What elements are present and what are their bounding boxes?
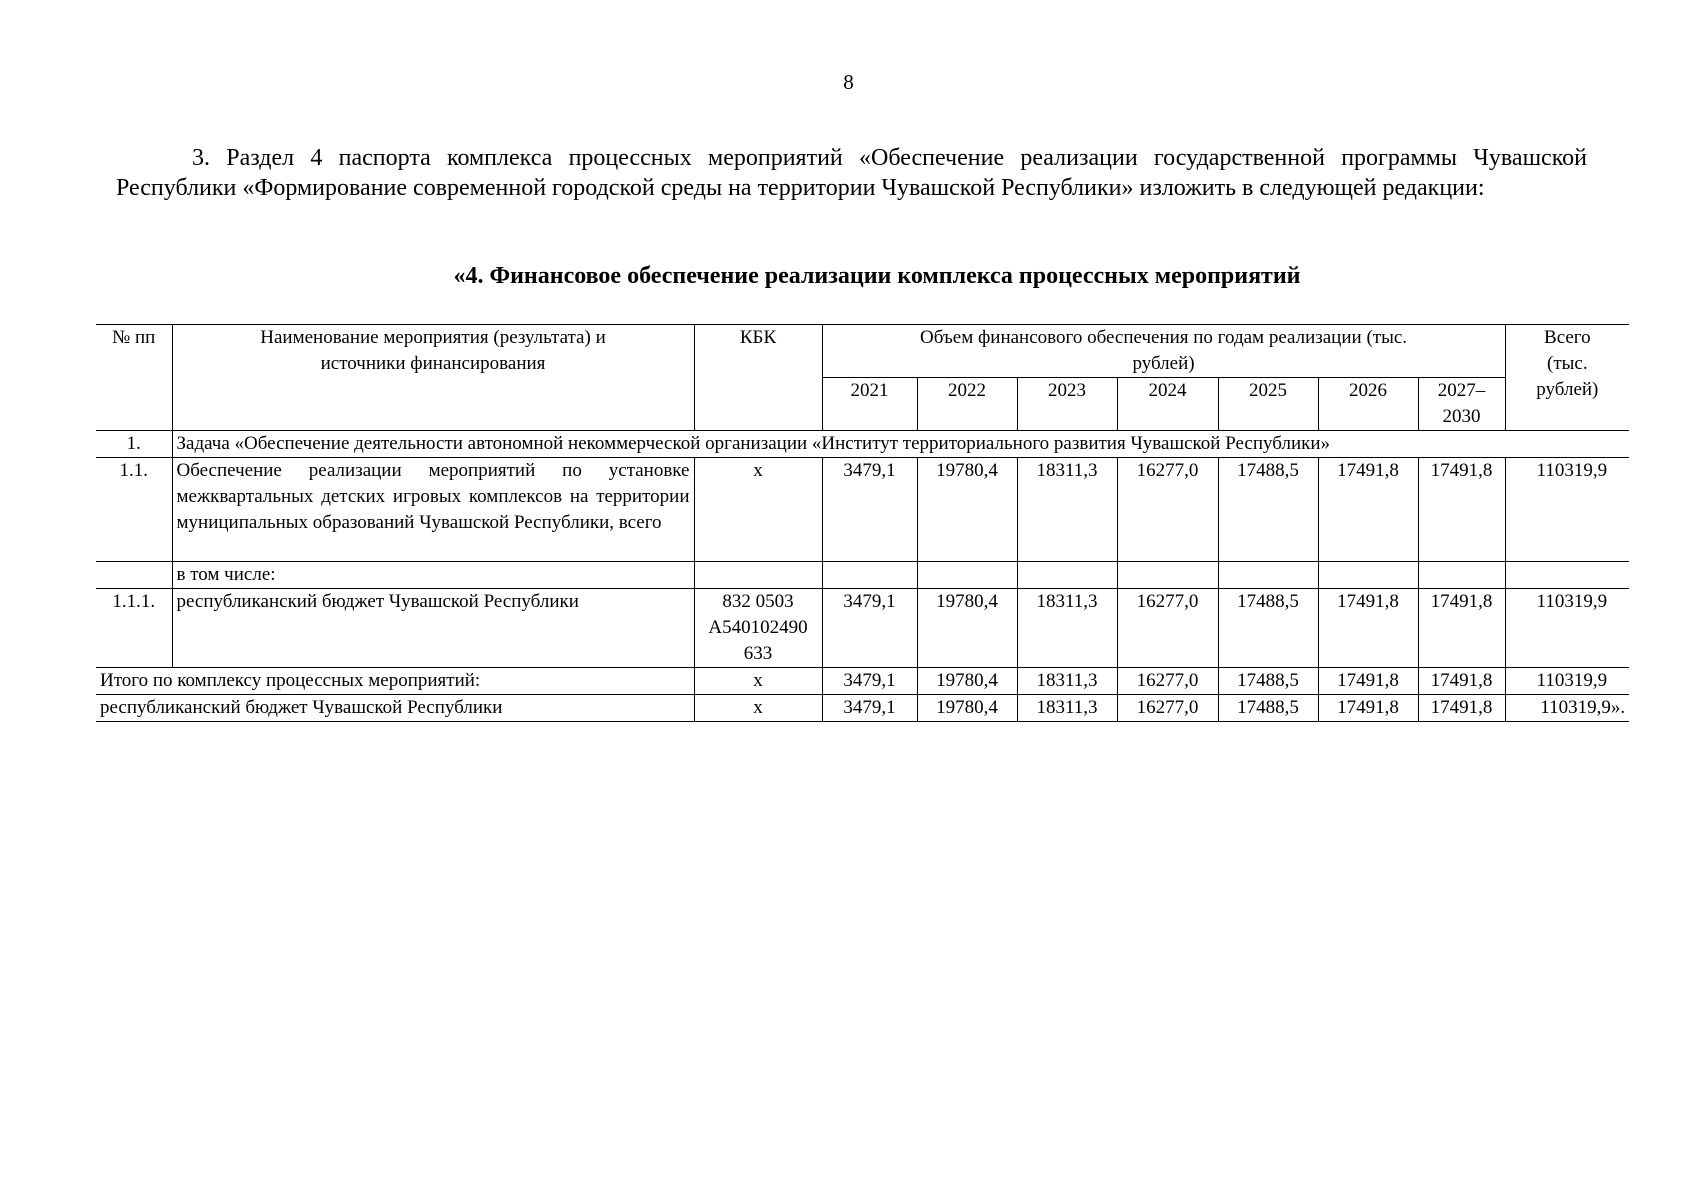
header-total: Всего (тыс. рублей) xyxy=(1505,325,1629,431)
row-value: 17488,5 xyxy=(1218,589,1318,668)
row-value: 3479,1 xyxy=(822,589,917,668)
row-name: республиканский бюджет Чувашской Республики xyxy=(172,589,694,668)
header-num: № пп xyxy=(96,325,172,431)
row-kbk: x xyxy=(694,668,822,695)
row-value: 16277,0 xyxy=(1117,668,1218,695)
row-value: 17491,8 xyxy=(1318,589,1418,668)
row-name: Обеспечение реализации мероприятий по установке межквартальных детских игровых комплексов на территории муниципальных образований Чувашской Республики, всего xyxy=(172,458,694,562)
header-year: 2026 xyxy=(1318,378,1418,431)
row-value: 17491,8 xyxy=(1318,668,1418,695)
row-num: 1.1. xyxy=(96,458,172,562)
row-value: 18311,3 xyxy=(1017,589,1117,668)
budget-label: республиканский бюджет Чувашской Республики xyxy=(96,695,694,722)
header-year: 2025 xyxy=(1218,378,1318,431)
row-value: 3479,1 xyxy=(822,458,917,562)
row-value: 17488,5 xyxy=(1218,695,1318,722)
header-year: 2022 xyxy=(917,378,1017,431)
row-kbk: x xyxy=(694,695,822,722)
row-total: 110319,9 xyxy=(1505,668,1629,695)
header-name: Наименование мероприятия (результата) и источники финансирования xyxy=(172,325,694,431)
task-num: 1. xyxy=(96,431,172,458)
row-total: 110319,9 xyxy=(1505,458,1629,562)
row-value: 19780,4 xyxy=(917,458,1017,562)
header-year: 2023 xyxy=(1017,378,1117,431)
row-value: 19780,4 xyxy=(917,589,1017,668)
header-year: 2024 xyxy=(1117,378,1218,431)
row-value: 17491,8 xyxy=(1418,668,1505,695)
task-row xyxy=(96,431,1629,458)
row-value: 17488,5 xyxy=(1218,668,1318,695)
intro-paragraph: 3. Раздел 4 паспорта комплекса процессных мероприятий «Обеспечение реализации государственной программы Чувашской Республики «Формирование современной городской среды на территории Чувашской Республики» изложить в следующей редакции: xyxy=(116,145,1587,201)
row-value: 17491,8 xyxy=(1418,589,1505,668)
financing-table xyxy=(96,324,1629,722)
row-value: 17488,5 xyxy=(1218,458,1318,562)
section-title: «4. Финансовое обеспечение реализации комплекса процессных мероприятий xyxy=(453,263,1301,289)
budget-row xyxy=(96,695,1629,722)
total-row xyxy=(96,668,1629,695)
row-value: 17491,8 xyxy=(1418,458,1505,562)
row-value: 19780,4 xyxy=(917,668,1017,695)
including-label: в том числе: xyxy=(172,562,694,589)
row-value: 17491,8 xyxy=(1318,458,1418,562)
row-value: 18311,3 xyxy=(1017,695,1117,722)
row-total: 110319,9». xyxy=(1505,695,1629,722)
header-volume: Объем финансового обеспечения по годам реализации (тыс. рублей) xyxy=(822,325,1505,378)
table-row xyxy=(96,458,1629,562)
row-value: 16277,0 xyxy=(1117,458,1218,562)
row-value: 3479,1 xyxy=(822,695,917,722)
total-label: Итого по комплексу процессных мероприятий: xyxy=(96,668,694,695)
header-year: 2027–2030 xyxy=(1418,378,1505,431)
header-year: 2021 xyxy=(822,378,917,431)
row-value: 17491,8 xyxy=(1418,695,1505,722)
table-row xyxy=(96,562,1629,589)
row-num: 1.1.1. xyxy=(96,589,172,668)
task-text: Задача «Обеспечение деятельности автономной некоммерческой организации «Институт территориального развития Чувашской Республики» xyxy=(172,431,1629,458)
row-value: 18311,3 xyxy=(1017,458,1117,562)
row-kbk: 832 0503 A540102490 633 xyxy=(694,589,822,668)
header-row-top xyxy=(96,325,1629,378)
row-total: 110319,9 xyxy=(1505,589,1629,668)
table-row xyxy=(96,589,1629,668)
row-kbk: x xyxy=(694,458,822,562)
row-value: 16277,0 xyxy=(1117,695,1218,722)
row-value: 16277,0 xyxy=(1117,589,1218,668)
row-value: 17491,8 xyxy=(1318,695,1418,722)
header-kbk: КБК xyxy=(694,325,822,431)
row-value: 3479,1 xyxy=(822,668,917,695)
row-value: 19780,4 xyxy=(917,695,1017,722)
page-number: 8 xyxy=(843,70,854,94)
row-value: 18311,3 xyxy=(1017,668,1117,695)
